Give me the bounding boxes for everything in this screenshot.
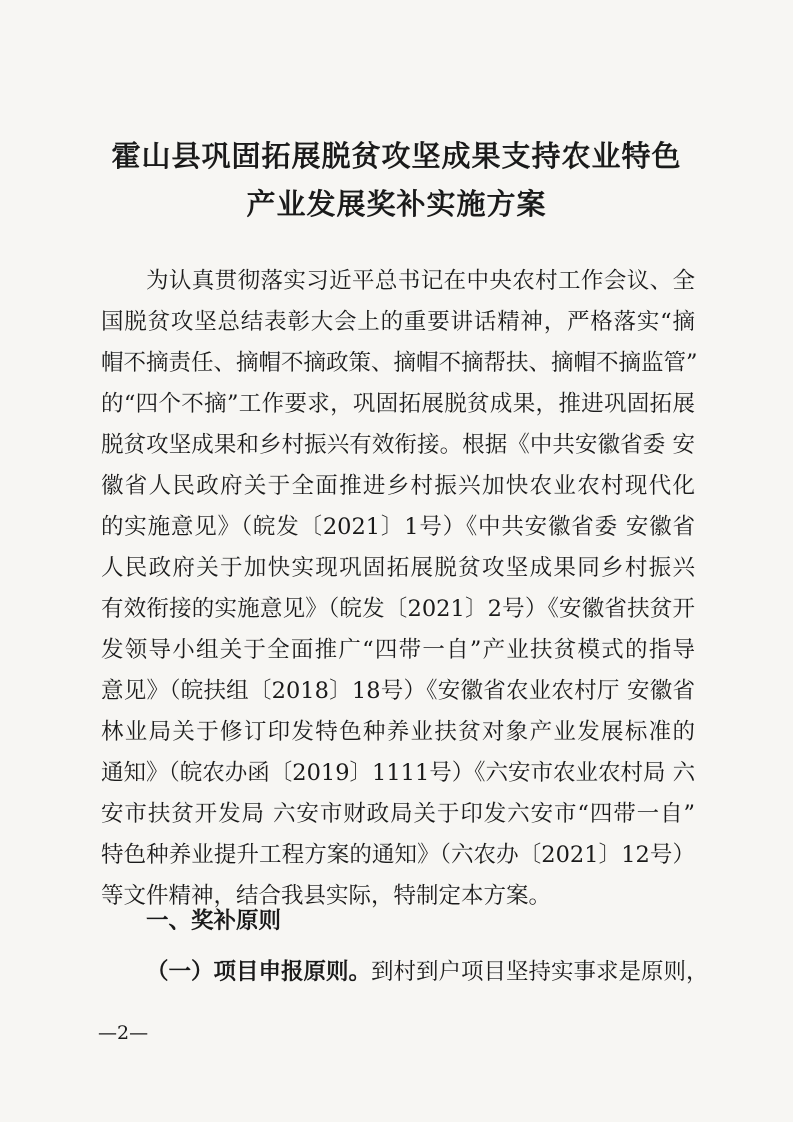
body-line: 帽不摘责任、摘帽不摘政策、摘帽不摘帮扶、摘帽不摘监管” — [101, 350, 698, 376]
body-line: 人民政府关于加快实现巩固拓展脱贫攻坚成果同乡村振兴 — [101, 555, 695, 581]
body-line: 徽省人民政府关于全面推进乡村振兴加快农业农村现代化 — [101, 473, 695, 499]
body-line: 特色种养业提升工程方案的通知》（六农办〔2021〕12号） — [101, 842, 695, 868]
subsection-text: 到村到户项目坚持实事求是原则， — [371, 959, 709, 985]
body-line: 发领导小组关于全面推广“四带一自”产业扶贫模式的指导 — [101, 637, 695, 663]
body-line: 的“四个不摘”工作要求，巩固拓展脱贫成果，推进巩固拓展 — [101, 391, 695, 417]
subsection-paragraph — [146, 957, 709, 987]
section-heading: 一、奖补原则 — [146, 908, 282, 934]
subsection-label: （一）项目申报原则。 — [146, 959, 372, 985]
body-line: 有效衔接的实施意见》（皖发〔2021〕2号）《安徽省扶贫开 — [101, 596, 695, 622]
title-line-1: 霍山县巩固拓展脱贫攻坚成果支持农业特色 — [111, 139, 682, 173]
body-line: 等文件精神，结合我县实际，特制定本方案。 — [101, 883, 552, 909]
body-line: 的实施意见》（皖发〔2021〕1号）《中共安徽省委 安徽省 — [101, 514, 695, 540]
page-number: —2— — [98, 1022, 149, 1044]
body-line: 林业局关于修订印发特色种养业扶贫对象产业发展标准的 — [101, 719, 695, 745]
title-line-2: 产业发展奖补实施方案 — [246, 187, 547, 221]
body-line: 通知》（皖农办函〔2019〕1111号）《六安市农业农村局 六 — [101, 760, 696, 786]
document-title — [60, 132, 733, 228]
body-line: 安市扶贫开发局 六安市财政局关于印发六安市“四带一自” — [101, 801, 695, 827]
body-line: 意见》（皖扶组〔2018〕18号）《安徽省农业农村厅 安徽省 — [101, 678, 695, 704]
body-line: 为认真贯彻落实习近平总书记在中央农村工作会议、全 — [146, 268, 695, 294]
body-line: 国脱贫攻坚总结表彰大会上的重要讲话精神，严格落实“摘 — [101, 309, 695, 335]
body-line: 脱贫攻坚成果和乡村振兴有效衔接。根据《中共安徽省委 安 — [101, 432, 695, 458]
